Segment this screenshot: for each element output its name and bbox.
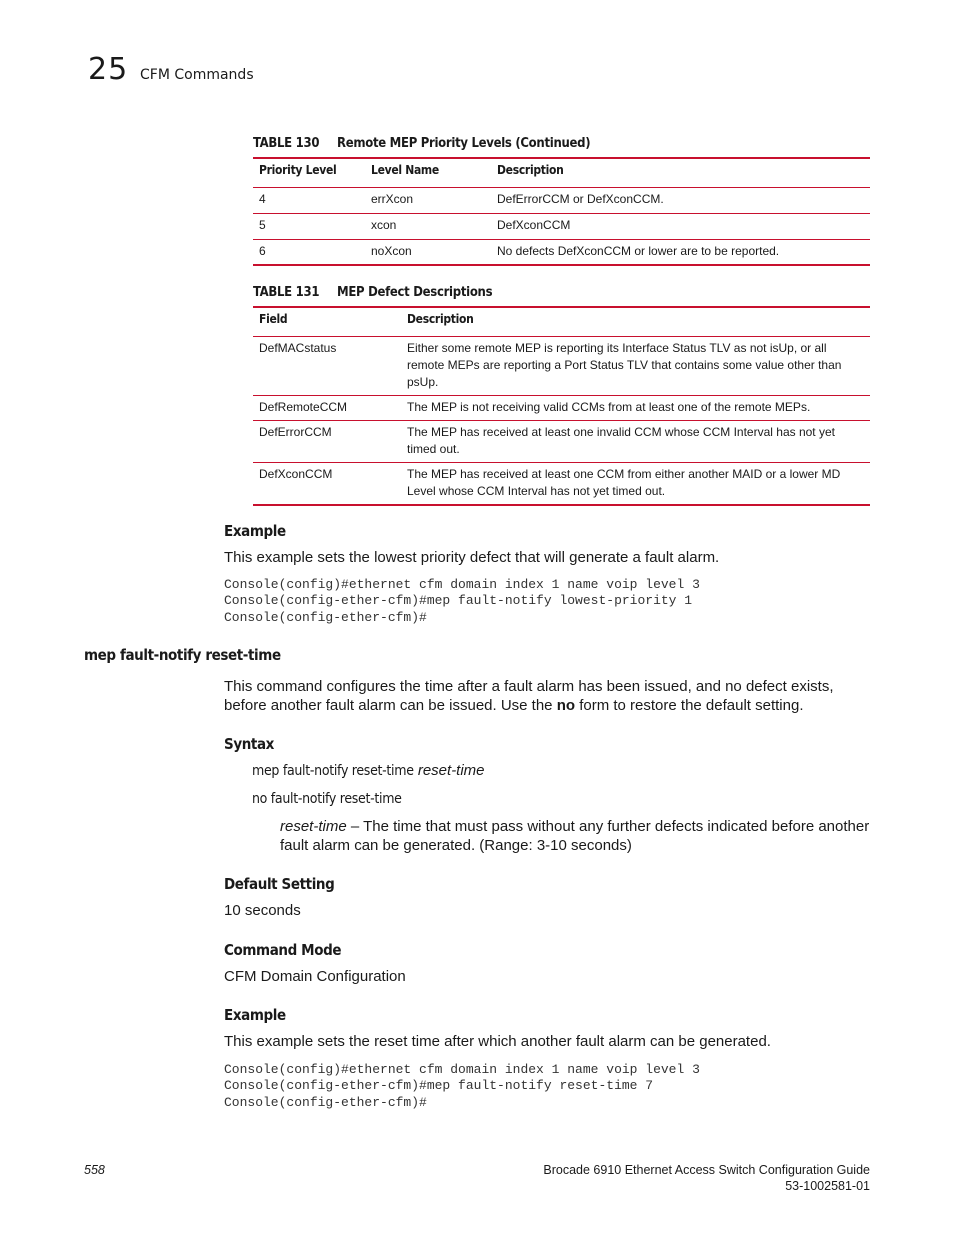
table-cell: 6 bbox=[259, 243, 266, 258]
table-cell: 4 bbox=[259, 191, 266, 206]
table-cell: DefXconCCM bbox=[259, 466, 333, 481]
page-number: 558 bbox=[84, 1163, 105, 1177]
table-row bbox=[253, 462, 870, 505]
table-131-label: TABLE 131 bbox=[253, 285, 320, 300]
example-heading: Example bbox=[224, 1006, 286, 1024]
table-row bbox=[253, 336, 870, 395]
code-example: Console(config)#ethernet cfm domain index 1 name voip level 3 Console(config-ether-cfm)#mep fault-notify reset-time 7 Console(config-ether-cfm)# bbox=[224, 1062, 700, 1110]
column-header: Field bbox=[259, 312, 288, 326]
command-mode-value: CFM Domain Configuration bbox=[224, 968, 406, 985]
table-cell: DefXconCCM bbox=[497, 217, 571, 232]
table-130 bbox=[253, 157, 870, 266]
table-cell: noXcon bbox=[371, 243, 412, 258]
column-header: Level Name bbox=[371, 163, 439, 177]
table-130-title: Remote MEP Priority Levels (Continued) bbox=[337, 136, 591, 151]
table-cell: The MEP has received at least one invalid CCM whose CCM Interval has not yet timed out. bbox=[407, 424, 835, 456]
table-cell: 5 bbox=[259, 217, 266, 232]
syntax-no-form: no fault-notify reset-time bbox=[252, 791, 402, 807]
syntax-command: mep fault-notify reset-time bbox=[252, 763, 414, 779]
command-title: mep fault-notify reset-time bbox=[84, 646, 281, 664]
column-header: Description bbox=[407, 312, 474, 326]
table-cell: xcon bbox=[371, 217, 397, 232]
table-cell: errXcon bbox=[371, 191, 414, 206]
code-example: Console(config)#ethernet cfm domain index 1 name voip level 3 Console(config-ether-cfm)#mep fault-notify lowest-priority 1 Console(config-ether-cfm)# bbox=[224, 577, 700, 625]
table-130-caption bbox=[253, 136, 590, 151]
parameter-description bbox=[280, 818, 872, 855]
syntax-line bbox=[252, 762, 485, 781]
default-setting-value: 10 seconds bbox=[224, 902, 301, 919]
command-description-text: form to restore the default setting. bbox=[575, 696, 804, 714]
table-cell: No defects DefXconCCM or lower are to be reported. bbox=[497, 243, 780, 258]
parameter-name: reset-time bbox=[280, 818, 347, 835]
syntax-heading: Syntax bbox=[224, 735, 274, 753]
table-row bbox=[253, 187, 870, 213]
example-heading: Example bbox=[224, 522, 286, 540]
table-cell: DefErrorCCM bbox=[259, 424, 332, 439]
table-131-caption bbox=[253, 285, 492, 300]
footer-guide-title: Brocade 6910 Ethernet Access Switch Configuration Guide bbox=[543, 1163, 870, 1177]
default-setting-heading: Default Setting bbox=[224, 875, 335, 893]
command-description bbox=[224, 678, 872, 715]
chapter-title: CFM Commands bbox=[140, 67, 254, 83]
chapter-number: 25 bbox=[88, 52, 129, 87]
table-header-row bbox=[253, 158, 870, 187]
table-row bbox=[253, 395, 870, 420]
column-header: Description bbox=[497, 163, 564, 177]
table-cell: DefMACstatus bbox=[259, 340, 337, 355]
parameter-text: – The time that must pass without any further defects indicated before another fault alarm can be generated. (Range: 3-10 seconds) bbox=[280, 818, 870, 854]
table-130-label: TABLE 130 bbox=[253, 136, 320, 151]
table-131 bbox=[253, 306, 870, 506]
command-description-text: This command configures the time after a fault alarm has been issued, and no defect exists, before another fault alarm can be issued. Use the bbox=[224, 678, 834, 714]
table-row bbox=[253, 239, 870, 265]
table-row bbox=[253, 213, 870, 239]
command-mode-heading: Command Mode bbox=[224, 941, 342, 959]
table-cell: DefErrorCCM or DefXconCCM. bbox=[497, 191, 664, 206]
table-cell: The MEP has received at least one CCM from either another MAID or a lower MD Level whose CCM Interval has not yet timed out. bbox=[407, 466, 841, 498]
table-cell: DefRemoteCCM bbox=[259, 399, 348, 414]
example-text: This example sets the lowest priority defect that will generate a fault alarm. bbox=[224, 549, 720, 566]
table-131-title: MEP Defect Descriptions bbox=[337, 285, 493, 300]
table-cell: The MEP is not receiving valid CCMs from at least one of the remote MEPs. bbox=[407, 399, 811, 414]
table-row bbox=[253, 420, 870, 462]
table-cell: Either some remote MEP is reporting its Interface Status TLV as not isUp, or all remote MEPs are reporting a Port Status TLV that contains some value other than psUp. bbox=[407, 340, 842, 389]
no-keyword: no bbox=[556, 696, 576, 714]
example-text: This example sets the reset time after which another fault alarm can be generated. bbox=[224, 1033, 771, 1050]
syntax-parameter: reset-time bbox=[417, 762, 485, 779]
table-header-row bbox=[253, 307, 870, 336]
column-header: Priority Level bbox=[259, 163, 337, 177]
footer-doc-number: 53-1002581-01 bbox=[785, 1179, 870, 1193]
